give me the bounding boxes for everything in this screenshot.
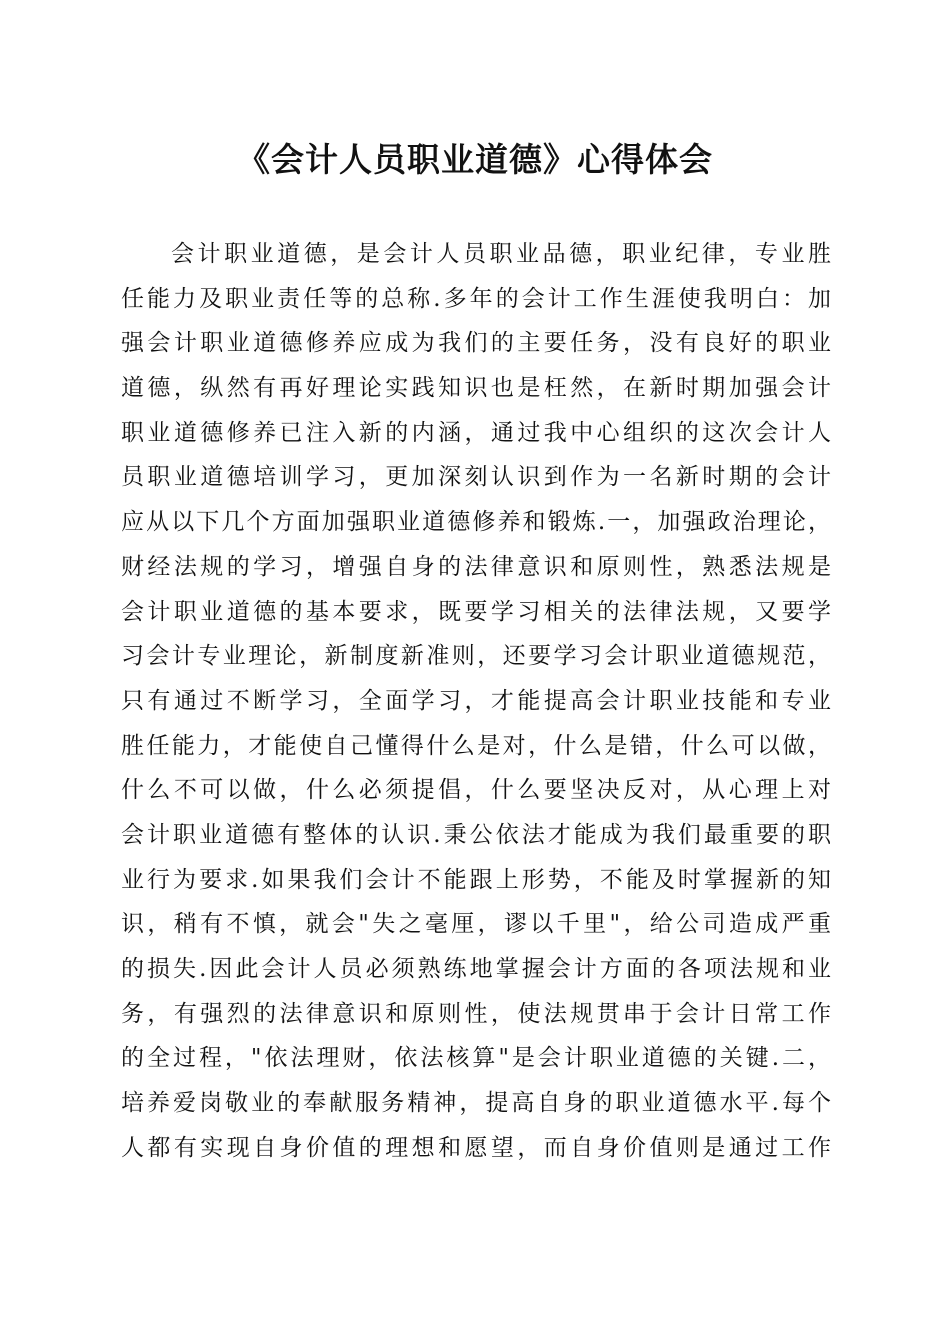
document-title: 《会计人员职业道德》心得体会: [237, 140, 713, 179]
body-line-1: 会计职业道德，是会计人员职业品德，职业纪律，专业胜: [171, 241, 831, 267]
body-line-5: 职业道德修养已注入新的内涵，通过我中心组织的这次会计人: [121, 419, 831, 446]
body-line-2: 任能力及职业责任等的总称.多年的会计工作生涯使我明白：加: [121, 285, 831, 312]
body-line-10: 习会计专业理论，新制度新准则，还要学习会计职业道德规范，: [121, 643, 831, 670]
body-line-14: 会计职业道德有整体的认识.秉公依法才能成为我们最重要的职: [121, 821, 831, 848]
body-line-20: 培养爱岗敬业的奉献服务精神，提高自身的职业道德水平.每个: [121, 1090, 831, 1117]
body-line-11: 只有通过不断学习，全面学习，才能提高会计职业技能和专业: [121, 687, 831, 714]
body-line-8: 财经法规的学习，增强自身的法律意识和原则性，熟悉法规是: [121, 553, 831, 580]
body-line-4: 道德，纵然有再好理论实践知识也是枉然，在新时期加强会计: [121, 375, 831, 402]
body-line-18: 务，有强烈的法律意识和原则性，使法规贯串于会计日常工作: [121, 1000, 831, 1027]
body-line-16: 识，稍有不慎，就会"失之毫厘，谬以千里"，给公司造成严重: [121, 911, 831, 938]
body-line-9: 会计职业道德的基本要求，既要学习相关的法律法规，又要学: [121, 598, 831, 625]
body-line-7: 应从以下几个方面加强职业道德修养和锻炼.一，加强政治理论，: [121, 509, 831, 536]
body-line-15: 业行为要求.如果我们会计不能跟上形势，不能及时掌握新的知: [121, 866, 831, 893]
body-line-17: 的损失.因此会计人员必须熟练地掌握会计方面的各项法规和业: [121, 956, 831, 982]
body-line-19: 的全过程，"依法理财，依法核算"是会计职业道德的关键.二，: [121, 1045, 831, 1072]
body-line-21: 人都有实现自身价值的理想和愿望，而自身价值则是通过工作: [121, 1134, 831, 1161]
document-body: [121, 232, 831, 1170]
body-line-12: 胜任能力，才能使自己懂得什么是对，什么是错，什么可以做，: [121, 732, 831, 759]
body-line-3: 强会计职业道德修养应成为我们的主要任务，没有良好的职业: [121, 330, 831, 357]
body-line-6: 员职业道德培训学习，更加深刻认识到作为一名新时期的会计: [121, 464, 831, 491]
body-line-13: 什么不可以做，什么必须提倡，什么要坚决反对，从心理上对: [121, 777, 831, 804]
